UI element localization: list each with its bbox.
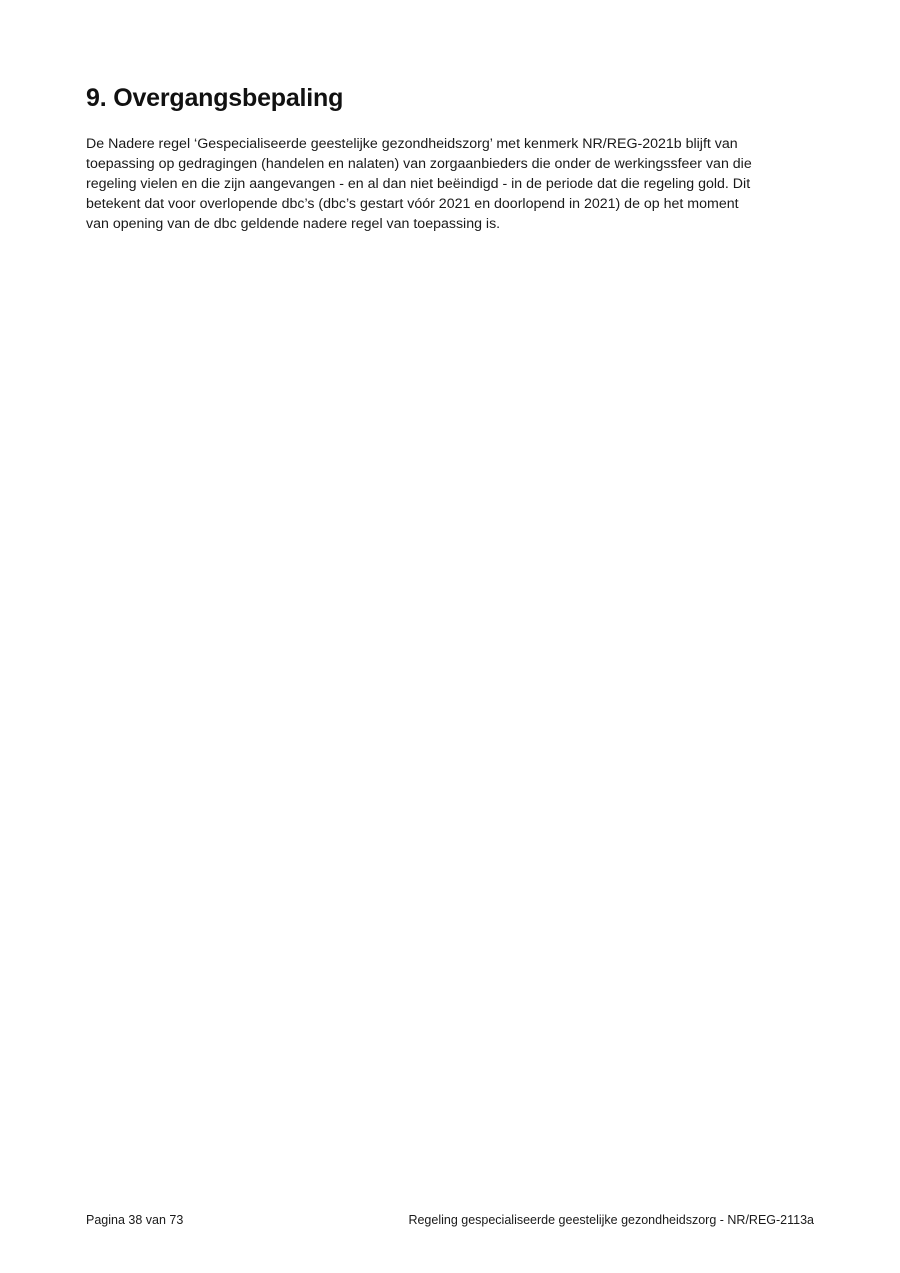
paragraph-line: toepassing op gedragingen (handelen en nalaten) van zorgaanbieders die onder de werkingssfeer van die	[86, 156, 752, 172]
section-paragraph	[86, 134, 816, 234]
footer-page-number: Pagina 38 van 73	[86, 1213, 184, 1227]
paragraph-line: De Nadere regel ‘Gespecialiseerde geestelijke gezondheidszorg’ met kenmerk NR/REG-2021b blijft van	[86, 136, 738, 152]
paragraph-line: van opening van de dbc geldende nadere regel van toepassing is.	[86, 216, 501, 232]
paragraph-line: betekent dat voor overlopende dbc’s (dbc’s gestart vóór 2021 en doorlopend in 2021) de op het moment	[86, 196, 739, 212]
footer-document-title: Regeling gespecialiseerde geestelijke gezondheidszorg - NR/REG-2113a	[408, 1213, 814, 1227]
paragraph-line: regeling vielen en die zijn aangevangen - en al dan niet beëindigd - in de periode dat die regeling gold. Dit	[86, 176, 751, 192]
section-heading: 9. Overgangsbepaling	[86, 84, 344, 112]
